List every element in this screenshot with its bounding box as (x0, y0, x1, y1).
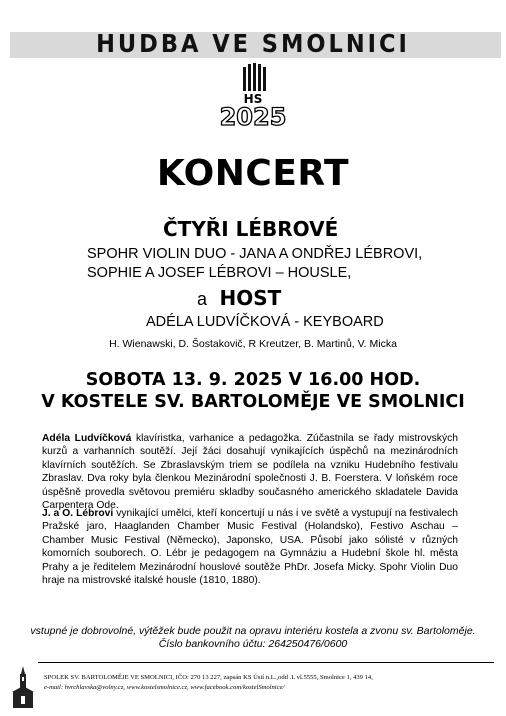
host-prefix: a (197, 289, 208, 309)
guest-performer: ADÉLA LUDVÍČKOVÁ - KEYBOARD (146, 314, 384, 330)
logo-text: HS (243, 92, 263, 106)
bio1-text: klavíristka, varhanice a pedagožka. Zúčastnila se řady mistrovských kurzů a varhanních soutěží. Její žáci dosahují vynikajících úspěchů na mezinárodních klavírních soutěžích. Se Zbraslavským triem se podílela na vzniku Hudebního festivalu Zbraslav. Dva roky byla členkou Mezinárodní společnosti J. B. Foerstera. V loňském roce úspěšně provedla světovou premiéru skladby současného amerického skladatele Davida Carpentera Ode. (42, 433, 458, 512)
host-row (197, 286, 281, 310)
bio2-text: vynikající umělci, kteří koncertují u nás i ve světě a vystupují na festivalech Pražské jaro, Haaglanden Chamber Music Festival (Holandsko), Festivo Aschau – Chamber Music Festival (Německo), Japonsko, USA. Působí jako sólisté v různých komorních souborech. O. Lébr je pedagogem na Gymnáziu a Hudební škole hl. města Prahy a je ředitelem Mezinárodní houslové soutěže PhDr. Josefa Micky. Spohr Violin Duo hraje na mistrovské italské housle (1810, 1880). (42, 508, 458, 587)
org-contacts: e-mail: hvrchlavska@volny.cz, www.kostelsmolnice.cz, www.facebook.com/kostelSmolnice/ (44, 684, 285, 691)
bank-account: Číslo bankovního účtu: 264250476/0600 (158, 638, 348, 650)
bio-ludvickova (42, 432, 458, 512)
performers-line-1: SPOHR VIOLIN DUO - JANA A ONDŘEJ LÉBROVI, (87, 246, 423, 262)
org-line-1: SPOLEK SV. BARTOLOMĚJE VE SMOLNICI, IČO: 270 13 227, zapsán KS Ústí n.L.,odd .L vl.5555, Smolnice 1, 439 14, (44, 674, 373, 681)
footer-divider (38, 662, 494, 663)
year: 2025 (219, 103, 287, 131)
donation-line: vstupné je dobrovolné, výtěžek bude použit na opravu interiéru kostela a zvonu sv. Bartoloměje. (30, 625, 476, 637)
host-label: HOST (219, 286, 282, 310)
venue: V KOSTELE SV. BARTOLOMĚJE VE SMOLNICI (41, 392, 465, 412)
organization-info (44, 673, 494, 693)
festival-title: HUDBA VE SMOLNICI (96, 29, 410, 58)
church-icon (10, 666, 36, 710)
donation-note (0, 625, 506, 651)
composers: H. Wienawski, D. Šostakovič, R Kreutzer, B. Martinů, V. Micka (109, 338, 397, 350)
bio-lebrovi (42, 507, 458, 587)
performers-line-2: SOPHIE A JOSEF LÉBROVI – HOUSLE, (87, 265, 352, 281)
date-time: SOBOTA 13. 9. 2025 V 16.00 HOD. (85, 370, 421, 390)
ensemble-name: ČTYŘI LÉBROVÉ (163, 217, 339, 241)
bio2-name: J. a O. Lébrovi (42, 508, 114, 519)
heading: KONCERT (156, 153, 350, 194)
bio1-name: Adéla Ludvíčková (42, 433, 132, 444)
